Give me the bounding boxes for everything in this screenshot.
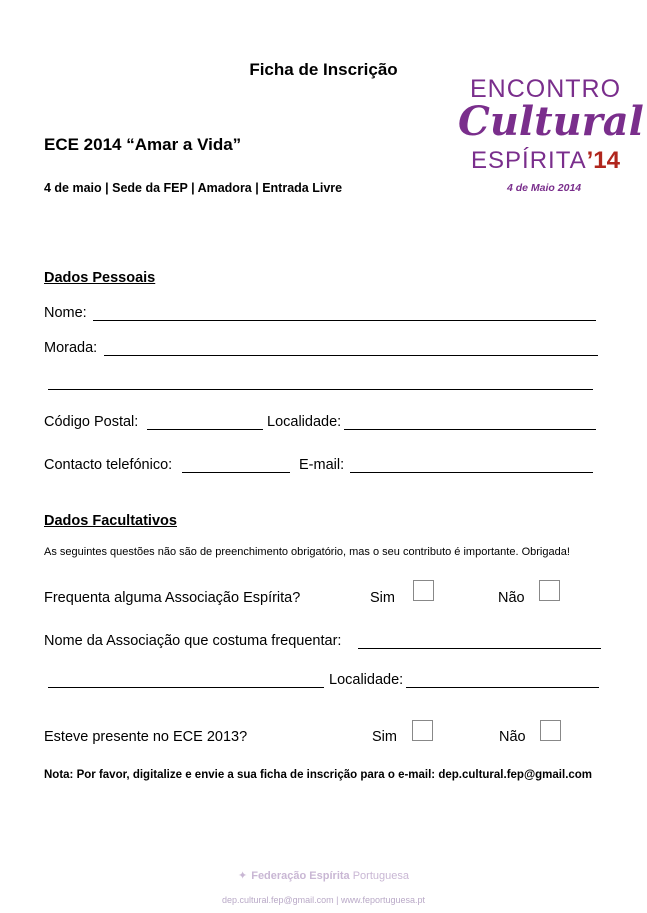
q3-yes-checkbox[interactable]: [412, 720, 433, 741]
locality-field-line[interactable]: [344, 429, 596, 430]
phone-label: Contacto telefónico:: [44, 457, 173, 473]
question-association: Frequenta alguma Associação Espírita?: [44, 590, 301, 606]
address-label: Morada:: [44, 340, 98, 356]
section-heading-optional: Dados Facultativos: [44, 513, 177, 529]
event-logo: [456, 72, 644, 197]
locality-label: Localidade:: [267, 414, 342, 430]
question-association-name: Nome da Associação que costuma frequentar:: [44, 633, 342, 649]
logo-line-encontro: ENCONTRO: [470, 75, 622, 103]
event-details: 4 de maio | Sede da FEP | Amadora | Entrada Livre: [44, 181, 343, 195]
form-title: Ficha de Inscrição: [249, 60, 398, 79]
logo-line-cultural: Cultural: [458, 98, 644, 145]
q1-no-checkbox[interactable]: [539, 580, 560, 601]
email-field-line[interactable]: [350, 472, 593, 473]
phone-field-line[interactable]: [182, 472, 290, 473]
association-locality-field-line[interactable]: [406, 687, 599, 688]
association-name-field-line-2[interactable]: [48, 687, 324, 688]
footer-org-name-rest: Portuguesa: [352, 870, 409, 882]
name-label: Nome:: [44, 305, 87, 321]
submission-note: Nota: Por favor, digitalize e envie a sua ficha de inscrição para o e-mail: dep.cultural.fep@gmail.com: [44, 769, 593, 781]
footer-org-name: Federação Espírita: [251, 870, 350, 882]
q3-yes-label: Sim: [372, 729, 397, 745]
logo-espirita-text: ESPÍRITA: [471, 147, 587, 174]
footer-organization: [0, 869, 647, 882]
q3-no-checkbox[interactable]: [540, 720, 561, 741]
postal-code-field-line[interactable]: [147, 429, 263, 430]
optional-note: As seguintes questões não são de preenchimento obrigatório, mas o seu contributo é importante. Obrigada!: [44, 546, 570, 558]
q1-no-label: Não: [498, 590, 525, 606]
address-field-line-2[interactable]: [48, 389, 593, 390]
star-icon: ✦: [238, 870, 248, 882]
q1-yes-label: Sim: [370, 590, 395, 606]
question-ece-2013: Esteve presente no ECE 2013?: [44, 729, 248, 745]
section-heading-personal: Dados Pessoais: [44, 270, 156, 286]
association-locality-label: Localidade:: [329, 672, 404, 688]
q1-yes-checkbox[interactable]: [413, 580, 434, 601]
address-field-line[interactable]: [104, 355, 598, 356]
name-field-line[interactable]: [93, 320, 596, 321]
postal-code-label: Código Postal:: [44, 414, 139, 430]
logo-date: 4 de Maio 2014: [507, 182, 582, 194]
association-name-field-line[interactable]: [358, 648, 601, 649]
event-name: ECE 2014 “Amar a Vida”: [44, 135, 242, 154]
logo-year: ’14: [586, 147, 620, 174]
logo-line-espirita: [471, 147, 620, 175]
email-label: E-mail:: [299, 457, 345, 473]
footer-links[interactable]: dep.cultural.fep@gmail.com | www.feportuguesa.pt: [221, 895, 426, 905]
q3-no-label: Não: [499, 729, 526, 745]
